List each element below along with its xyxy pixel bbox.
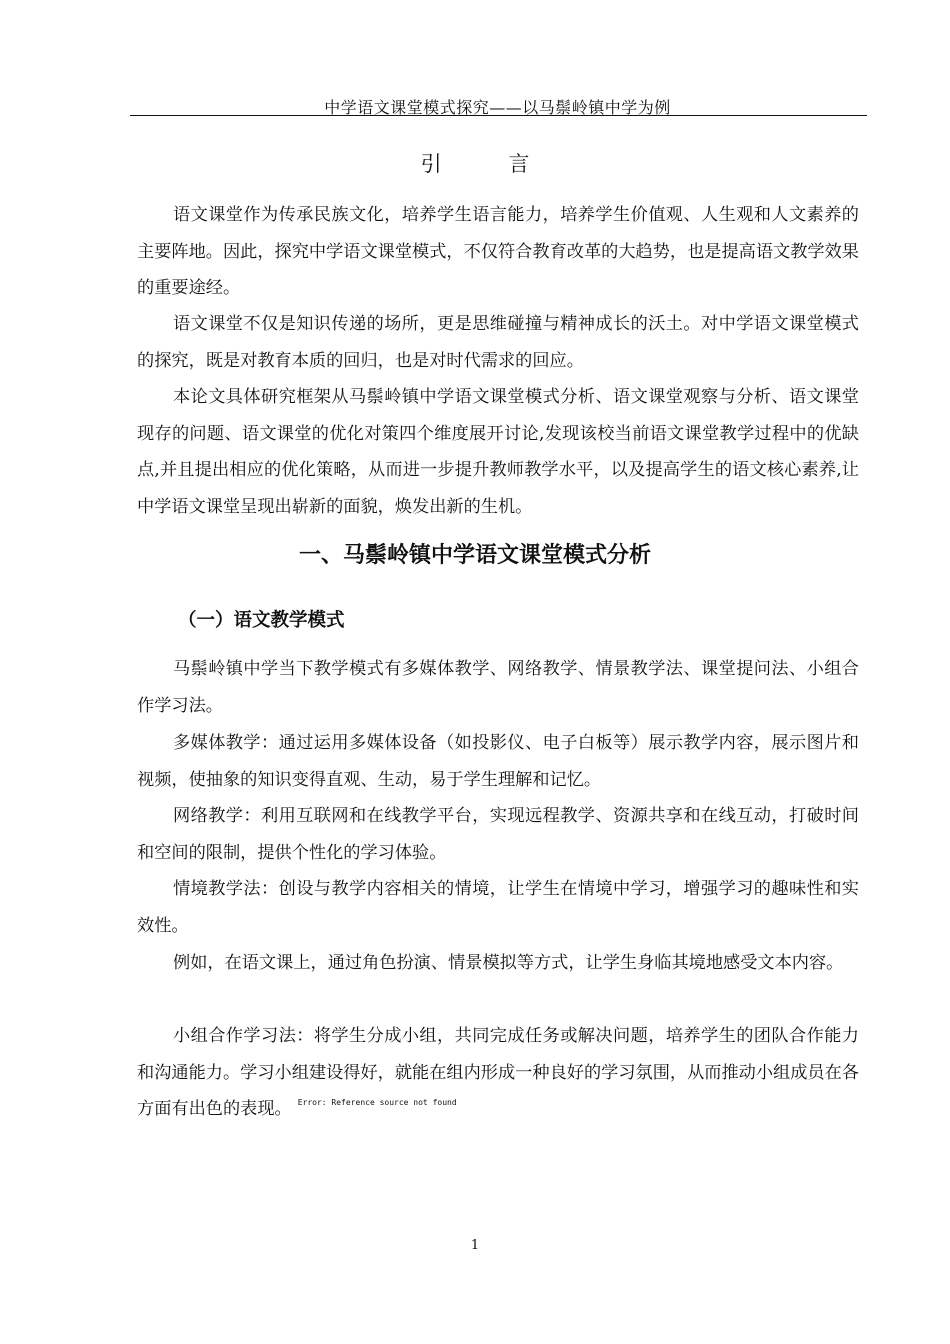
intro-paragraph-2: 语文课堂不仅是知识传递的场所，更是思维碰撞与精神成长的沃土。对中学语文课堂模式的探究，既是对教育本质的回归，也是对时代需求的回应。 [137, 314, 859, 371]
section-paragraph-4: 情境教学法：创设与教学内容相关的情境，让学生在情境中学习，增强学习的趣味性和实效性。 [137, 879, 859, 936]
section-title: （一）语文教学模式 [178, 610, 345, 631]
section-paragraph-6-text: 小组合作学习法：将学生分成小组，共同完成任务或解决问题，培养学生的团队合作能力和沟通能力。学习小组建设得好，就能在组内形成一种良好的学习氛围，从而推动小组成员在各方面有出色的表现。 [137, 1026, 859, 1119]
running-header: 中学语文课堂模式探究——以马鬃岭镇中学为例 [324, 98, 671, 117]
section-paragraph-5: 例如，在语文课上，通过角色扮演、情景模拟等方式，让学生身临其境地感受文本内容。 [173, 953, 844, 973]
section-paragraph-6 [137, 1018, 859, 1128]
section-paragraph-1: 马鬃岭镇中学当下教学模式有多媒体教学、网络教学、情景教学法、课堂提问法、小组合作学习法。 [137, 659, 859, 716]
intro-title: 引 言 [420, 152, 560, 176]
section-paragraph-2: 多媒体教学：通过运用多媒体设备（如投影仪、电子白板等）展示教学内容，展示图片和视频，使抽象的知识变得直观、生动，易于学生理解和记忆。 [137, 733, 859, 790]
reference-error: Error: Reference source not found [297, 1098, 457, 1107]
header-rule [130, 115, 867, 116]
chapter-title: 一、马鬃岭镇中学语文课堂模式分析 [298, 543, 651, 568]
page-number: 1 [470, 1238, 480, 1253]
section-paragraph-3: 网络教学：利用互联网和在线教学平台，实现远程教学、资源共享和在线互动，打破时间和空间的限制，提供个性化的学习体验。 [137, 806, 859, 863]
intro-paragraph-3: 本论文具体研究框架从马鬃岭镇中学语文课堂模式分析、语文课堂观察与分析、语文课堂现存的问题、语文课堂的优化对策四个维度展开讨论,发现该校当前语文课堂教学过程中的优缺点,并且提出相应的优化策略，从而进一步提升教师教学水平，以及提高学生的语文核心素养,让中学语文课堂呈现出崭新的面貌，焕发出新的生机。 [137, 387, 859, 517]
intro-paragraph-1: 语文课堂作为传承民族文化，培养学生语言能力，培养学生价值观、人生观和人文素养的主要阵地。因此，探究中学语文课堂模式，不仅符合教育改革的大趋势，也是提高语文教学效果的重要途经。 [137, 205, 859, 298]
